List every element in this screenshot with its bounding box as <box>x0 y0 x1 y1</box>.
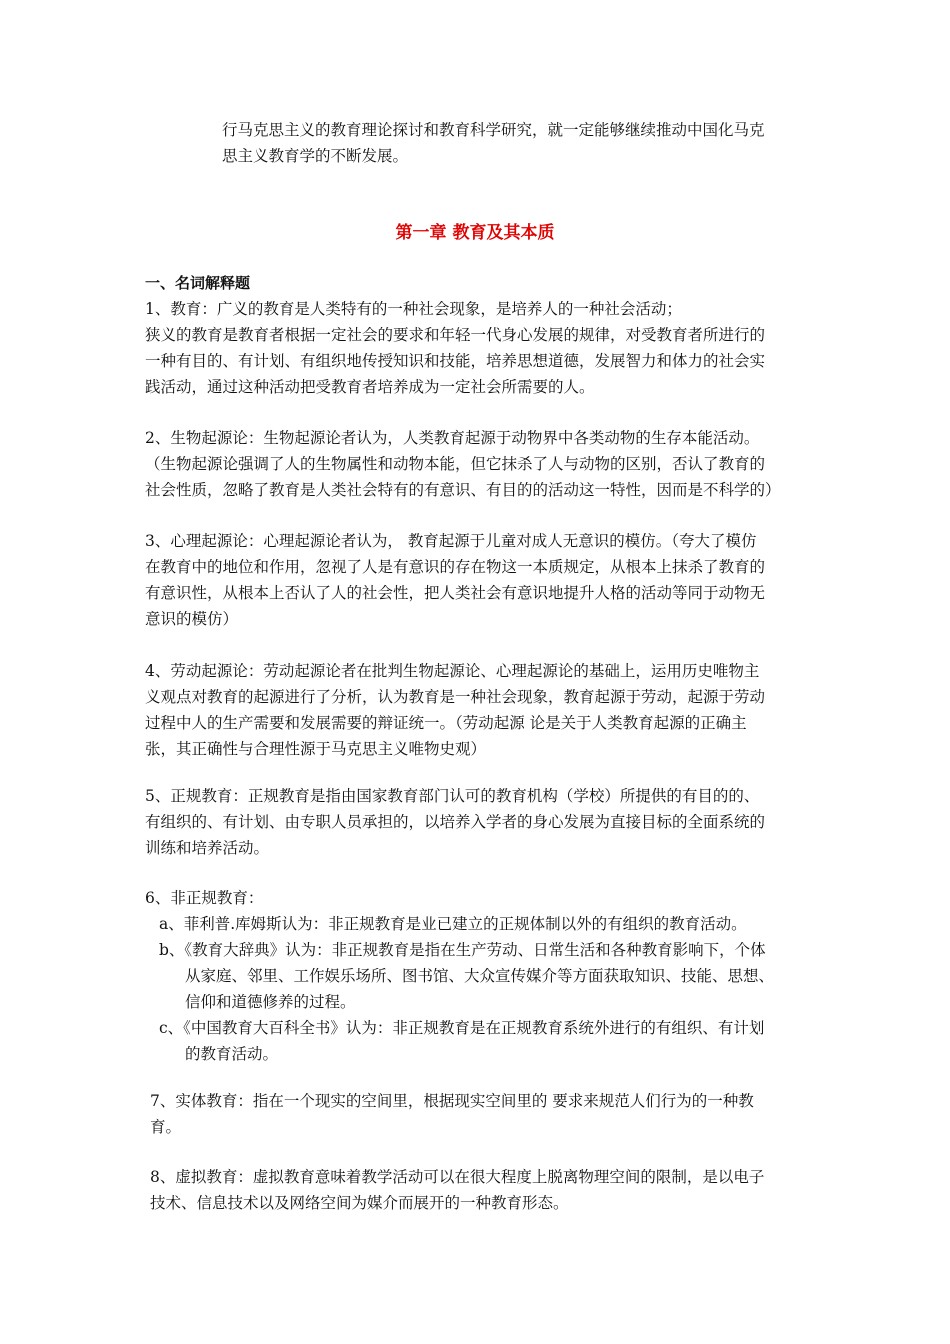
term-line: 1、教育：广义的教育是人类特有的一种社会现象，是培养人的一种社会活动； <box>145 300 682 318</box>
term-line: 在教育中的地位和作用，忽视了人是有意识的存在物这一本质规定，从根本上抹杀了教育的 <box>145 558 766 576</box>
term-line: 技术、信息技术以及网络空间为媒介而展开的一种教育形态。 <box>150 1194 569 1212</box>
term-line: 狭义的教育是教育者根据一定社会的要求和年轻一代身心发展的规律，对受教育者所进行的 <box>145 326 766 344</box>
definition-b: b、《教育大辞典》认为：非正规教育是指在生产劳动、日常生活和各种教育影响下，个体 <box>159 941 766 959</box>
intro-line: 行马克思主义的教育理论探讨和教育科学研究，就一定能够继续推动中国化马克 <box>222 121 765 139</box>
term-line: 5、正规教育：正规教育是指由国家教育部门认可的教育机构（学校）所提供的有目的的、 <box>145 787 760 805</box>
term-line: 育。 <box>150 1118 182 1136</box>
term-line: 4、劳动起源论：劳动起源论者在批判生物起源论、心理起源论的基础上，运用历史唯物主 <box>145 662 760 680</box>
term-4-labor-origin <box>145 658 765 762</box>
term-5-formal-education <box>145 783 765 861</box>
term-8-virtual-education <box>150 1164 764 1216</box>
term-line: 训练和培养活动。 <box>145 839 270 857</box>
term-6-nonformal-education <box>145 885 774 1067</box>
definition-c-cont: 的教育活动。 <box>185 1045 279 1063</box>
term-3-psychological-origin <box>145 528 765 632</box>
intro-paragraph <box>222 117 765 169</box>
definition-b-cont: 信仰和道德修养的过程。 <box>185 993 356 1011</box>
term-line: 张，其正确性与合理性源于马克思主义唯物史观） <box>145 740 487 758</box>
term-line: 8、虚拟教育：虚拟教育意味着教学活动可以在很大程度上脱离物理空间的限制，是以电子 <box>150 1168 765 1186</box>
term-line: 践活动，通过这种活动把受教育者培养成为一定社会所需要的人。 <box>145 378 595 396</box>
term-line: 过程中人的生产需要和发展需要的辩证统一。（劳动起源 论是关于人类教育起源的正确主 <box>145 714 747 732</box>
term-2-biological-origin <box>145 425 781 503</box>
term-line: 2、生物起源论：生物起源论者认为，人类教育起源于动物界中各类动物的生存本能活动。 <box>145 429 760 447</box>
term-line: 意识的模仿） <box>145 610 239 628</box>
term-heading: 6、非正规教育： <box>145 889 264 907</box>
definition-b-cont: 从家庭、邻里、工作娱乐场所、图书馆、大众宣传媒介等方面获取知识、技能、思想、 <box>185 967 775 985</box>
term-7-physical-education <box>150 1088 754 1140</box>
term-line: 3、心理起源论：心理起源论者认为， 教育起源于儿童对成人无意识的模仿。（夸大了模仿 <box>145 532 757 550</box>
term-line: 一种有目的、有计划、有组织地传授知识和技能，培养思想道德，发展智力和体力的社会实 <box>145 352 766 370</box>
definition-c: c、《中国教育大百科全书》认为：非正规教育是在正规教育系统外进行的有组织、有计划 <box>159 1019 765 1037</box>
intro-line: 思主义教育学的不断发展。 <box>222 147 409 165</box>
term-1-education <box>145 296 765 400</box>
term-line: （生物起源论强调了人的生物属性和动物本能，但它抹杀了人与动物的区别，否认了教育的 <box>145 455 766 473</box>
section-title: 一、名词解释题 <box>145 274 251 292</box>
term-line: 有意识性，从根本上否认了人的社会性，把人类社会有意识地提升人格的活动等同于动物无 <box>145 584 766 602</box>
term-line: 义观点对教育的起源进行了分析，认为教育是一种社会现象，教育起源于劳动，起源于劳动 <box>145 688 766 706</box>
term-line: 有组织的、有计划、由专职人员承担的，以培养入学者的身心发展为直接目标的全面系统的 <box>145 813 766 831</box>
chapter-title: 第一章 教育及其本质 <box>395 223 555 243</box>
term-line: 社会性质，忽略了教育是人类社会特有的有意识、有目的的活动这一特性，因而是不科学的） <box>145 481 781 499</box>
term-line: 7、实体教育：指在一个现实的空间里，根据现实空间里的 要求来规范人们行为的一种教 <box>150 1092 754 1110</box>
definition-a: a、菲利普.库姆斯认为：非正规教育是业已建立的正规体制以外的有组织的教育活动。 <box>159 915 747 933</box>
